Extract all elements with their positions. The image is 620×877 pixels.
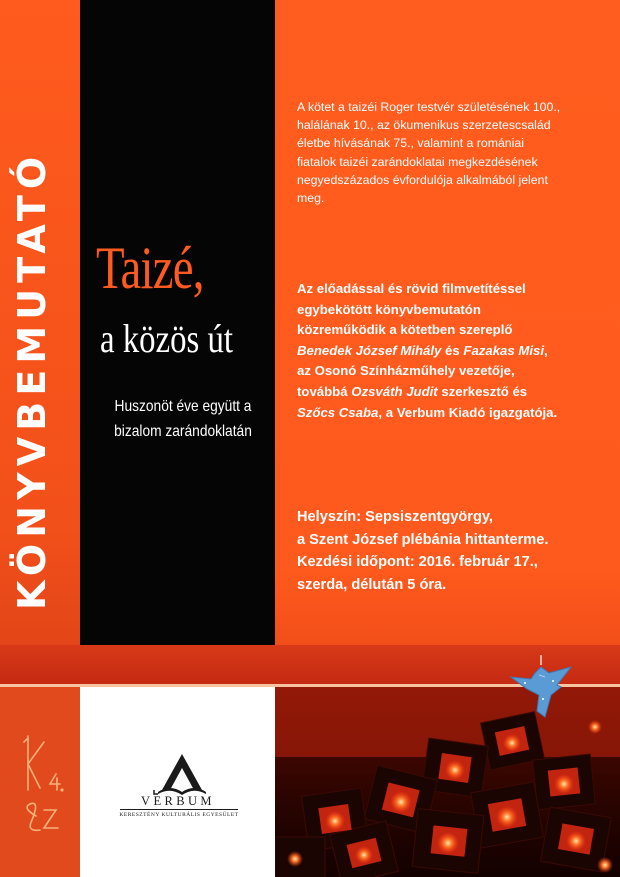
time-line: szerda, délután 5 óra.	[297, 576, 447, 593]
intro-text	[297, 98, 613, 207]
book-title	[96, 235, 236, 301]
book-title-sub: a közös út	[100, 316, 233, 361]
punct: ,	[544, 342, 548, 358]
verbum-divider	[120, 809, 238, 810]
time-line: Kezdési időpont: 2016. február 17.,	[297, 554, 538, 570]
subtitle-line-2: bizalom zarándoklatán	[114, 423, 252, 440]
intro-line: A kötet a taizéi Roger testvér születésének 100.,	[297, 100, 561, 114]
verbum-name: VERBUM	[141, 794, 215, 808]
details-line: közreműködik a kötetben szereplő	[297, 322, 513, 338]
event-location-time	[297, 506, 617, 596]
details-line	[297, 403, 613, 424]
open-book-arch-icon	[110, 744, 255, 834]
person-name: Benedek József Mihály	[297, 342, 442, 358]
event-details	[297, 279, 613, 423]
details-text: szerkesztő és	[437, 383, 528, 399]
intro-line: halálának 10., az ökumenikus szerzetescsalád	[297, 118, 551, 133]
details-line: egybekötött könyvbemutatón	[297, 301, 481, 317]
details-line	[297, 382, 613, 403]
person-name: Fazakas Misi	[463, 342, 545, 358]
person-name: Ozsváth Judit	[351, 383, 438, 399]
conjunction: és	[441, 342, 464, 358]
vertical-title: KÖNYVBEMUTATÓ	[10, 150, 54, 610]
intro-line: negyedszázados évfordulója alkalmából jelent	[297, 172, 548, 187]
intro-line: életbe hívásának 75., valamint a romániai	[297, 136, 524, 151]
intro-line: fiatalok taizéi zarándoklatai megkezdésének	[297, 154, 538, 169]
details-text: továbbá	[297, 383, 352, 399]
details-line	[297, 341, 613, 362]
person-name: Szőcs Csaba	[297, 404, 379, 420]
location-line: Helyszín: Sepsiszentgyörgy,	[297, 509, 493, 525]
dove-icon	[505, 655, 577, 725]
ksz-monogram-icon	[14, 728, 69, 848]
verbum-org: KERESZTÉNY KULTURÁLIS EGYESÜLET	[119, 812, 239, 818]
location-line: a Szent József plébánia hittanterme.	[297, 531, 549, 548]
intro-line: meg.	[297, 191, 325, 206]
subtitle-line-1: Huszonöt éve együtt a	[114, 398, 252, 415]
details-text: , a Verbum Kiadó igazgatója.	[378, 404, 558, 420]
details-line: Az előadással és rövid filmvetítéssel	[297, 281, 526, 296]
book-subtitle	[97, 394, 269, 444]
details-line: az Osonó Színházműhely vezetője,	[297, 363, 515, 379]
title-main-text: Taizé	[96, 235, 193, 301]
title-comma: ,	[192, 235, 204, 301]
